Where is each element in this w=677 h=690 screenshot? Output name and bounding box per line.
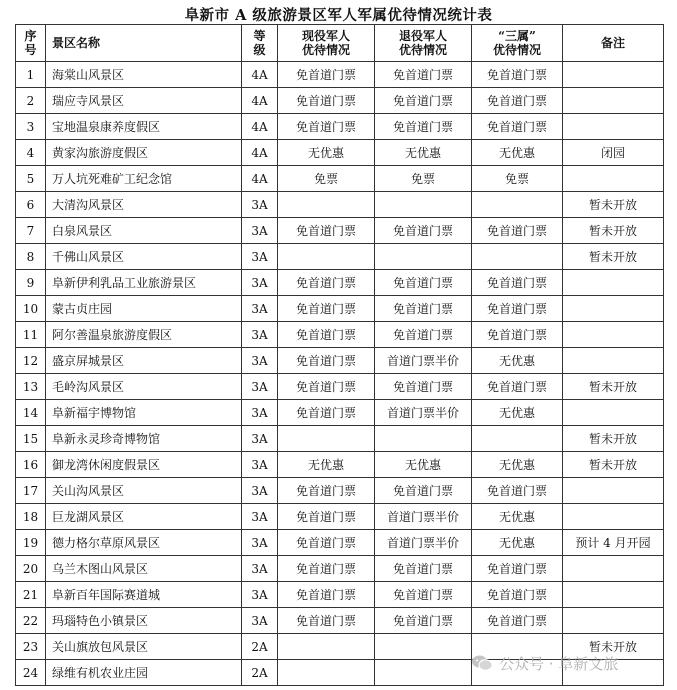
cell-no: 9 bbox=[16, 270, 46, 296]
cell-active-military: 免首道门票 bbox=[278, 296, 375, 322]
cell-name: 阜新福宇博物馆 bbox=[46, 400, 242, 426]
cell-no: 11 bbox=[16, 322, 46, 348]
cell-note: 暂未开放 bbox=[563, 374, 664, 400]
cell-retired-military: 免首道门票 bbox=[375, 322, 472, 348]
cell-military-family: 无优惠 bbox=[472, 400, 563, 426]
cell-active-military bbox=[278, 426, 375, 452]
cell-no: 7 bbox=[16, 218, 46, 244]
cell-military-family: 免票 bbox=[472, 166, 563, 192]
cell-active-military: 免首道门票 bbox=[278, 400, 375, 426]
cell-military-family bbox=[472, 244, 563, 270]
cell-grade: 4A bbox=[242, 166, 278, 192]
cell-military-family: 免首道门票 bbox=[472, 114, 563, 140]
table-row bbox=[16, 140, 664, 166]
cell-military-family: 无优惠 bbox=[472, 504, 563, 530]
cell-note bbox=[563, 296, 664, 322]
table-row bbox=[16, 452, 664, 478]
cell-note: 暂未开放 bbox=[563, 634, 664, 660]
cell-active-military: 免首道门票 bbox=[278, 504, 375, 530]
cell-retired-military: 免首道门票 bbox=[375, 88, 472, 114]
cell-grade: 3A bbox=[242, 478, 278, 504]
cell-grade: 3A bbox=[242, 582, 278, 608]
cell-grade: 3A bbox=[242, 530, 278, 556]
cell-note bbox=[563, 114, 664, 140]
cell-retired-military: 免首道门票 bbox=[375, 582, 472, 608]
table-row bbox=[16, 218, 664, 244]
table-row bbox=[16, 608, 664, 634]
cell-retired-military: 首道门票半价 bbox=[375, 400, 472, 426]
cell-military-family: 免首道门票 bbox=[472, 296, 563, 322]
header-retired-military: 退役军人 优待情况 bbox=[375, 25, 472, 62]
cell-grade: 3A bbox=[242, 270, 278, 296]
cell-name: 御龙湾休闲度假景区 bbox=[46, 452, 242, 478]
cell-retired-military: 免首道门票 bbox=[375, 374, 472, 400]
cell-note bbox=[563, 322, 664, 348]
cell-military-family: 免首道门票 bbox=[472, 478, 563, 504]
header-note: 备注 bbox=[563, 25, 664, 62]
cell-no: 12 bbox=[16, 348, 46, 374]
cell-retired-military bbox=[375, 660, 472, 686]
cell-military-family: 免首道门票 bbox=[472, 62, 563, 88]
cell-grade: 3A bbox=[242, 504, 278, 530]
table-row bbox=[16, 114, 664, 140]
wechat-icon bbox=[471, 654, 493, 672]
table-row bbox=[16, 166, 664, 192]
cell-retired-military bbox=[375, 244, 472, 270]
cell-active-military: 免首道门票 bbox=[278, 62, 375, 88]
cell-military-family: 无优惠 bbox=[472, 348, 563, 374]
table-row bbox=[16, 192, 664, 218]
cell-no: 5 bbox=[16, 166, 46, 192]
cell-note: 暂未开放 bbox=[563, 426, 664, 452]
cell-military-family: 免首道门票 bbox=[472, 88, 563, 114]
cell-retired-military: 免首道门票 bbox=[375, 556, 472, 582]
cell-retired-military: 首道门票半价 bbox=[375, 348, 472, 374]
cell-note: 暂未开放 bbox=[563, 218, 664, 244]
cell-no: 24 bbox=[16, 660, 46, 686]
cell-active-military: 免首道门票 bbox=[278, 530, 375, 556]
cell-grade: 2A bbox=[242, 660, 278, 686]
cell-name: 瑞应寺风景区 bbox=[46, 88, 242, 114]
cell-name: 巨龙湖风景区 bbox=[46, 504, 242, 530]
cell-active-military: 免首道门票 bbox=[278, 114, 375, 140]
header-military-family: “三属” 优待情况 bbox=[472, 25, 563, 62]
cell-no: 16 bbox=[16, 452, 46, 478]
cell-name: 千佛山风景区 bbox=[46, 244, 242, 270]
table-row bbox=[16, 322, 664, 348]
cell-note bbox=[563, 608, 664, 634]
cell-note bbox=[563, 62, 664, 88]
cell-name: 盛京屏城景区 bbox=[46, 348, 242, 374]
watermark bbox=[471, 652, 618, 674]
cell-grade: 2A bbox=[242, 634, 278, 660]
cell-name: 毛岭沟风景区 bbox=[46, 374, 242, 400]
cell-grade: 3A bbox=[242, 556, 278, 582]
cell-note bbox=[563, 166, 664, 192]
cell-note bbox=[563, 270, 664, 296]
cell-military-family: 无优惠 bbox=[472, 530, 563, 556]
cell-name: 阜新伊利乳品工业旅游景区 bbox=[46, 270, 242, 296]
cell-note bbox=[563, 556, 664, 582]
cell-retired-military: 无优惠 bbox=[375, 140, 472, 166]
cell-no: 1 bbox=[16, 62, 46, 88]
cell-grade: 4A bbox=[242, 88, 278, 114]
cell-retired-military bbox=[375, 192, 472, 218]
cell-name: 蒙古贞庄园 bbox=[46, 296, 242, 322]
cell-name: 关山沟风景区 bbox=[46, 478, 242, 504]
table-row bbox=[16, 296, 664, 322]
cell-grade: 3A bbox=[242, 296, 278, 322]
cell-military-family: 免首道门票 bbox=[472, 218, 563, 244]
cell-no: 4 bbox=[16, 140, 46, 166]
cell-name: 黄家沟旅游度假区 bbox=[46, 140, 242, 166]
cell-note bbox=[563, 504, 664, 530]
cell-grade: 3A bbox=[242, 348, 278, 374]
table-row bbox=[16, 374, 664, 400]
cell-name: 绿维有机农业庄园 bbox=[46, 660, 242, 686]
cell-note: 预计 4 月开园 bbox=[563, 530, 664, 556]
cell-active-military: 免首道门票 bbox=[278, 218, 375, 244]
cell-grade: 4A bbox=[242, 62, 278, 88]
cell-active-military: 免首道门票 bbox=[278, 348, 375, 374]
table-row bbox=[16, 582, 664, 608]
cell-grade: 3A bbox=[242, 322, 278, 348]
header-grade: 等 级 bbox=[242, 25, 278, 62]
cell-retired-military: 首道门票半价 bbox=[375, 504, 472, 530]
header-row bbox=[16, 25, 664, 62]
cell-retired-military: 免首道门票 bbox=[375, 608, 472, 634]
cell-note bbox=[563, 88, 664, 114]
cell-active-military bbox=[278, 192, 375, 218]
cell-active-military: 免首道门票 bbox=[278, 88, 375, 114]
cell-no: 15 bbox=[16, 426, 46, 452]
cell-no: 6 bbox=[16, 192, 46, 218]
cell-name: 宝地温泉康养度假区 bbox=[46, 114, 242, 140]
cell-military-family: 无优惠 bbox=[472, 452, 563, 478]
cell-active-military: 免首道门票 bbox=[278, 322, 375, 348]
cell-note bbox=[563, 348, 664, 374]
cell-no: 3 bbox=[16, 114, 46, 140]
cell-no: 19 bbox=[16, 530, 46, 556]
cell-military-family: 无优惠 bbox=[472, 140, 563, 166]
table-row bbox=[16, 88, 664, 114]
cell-grade: 4A bbox=[242, 114, 278, 140]
table-row bbox=[16, 244, 664, 270]
cell-retired-military bbox=[375, 426, 472, 452]
cell-retired-military: 免首道门票 bbox=[375, 218, 472, 244]
cell-retired-military bbox=[375, 634, 472, 660]
header-no: 序 号 bbox=[16, 25, 46, 62]
cell-active-military: 免首道门票 bbox=[278, 478, 375, 504]
cell-no: 17 bbox=[16, 478, 46, 504]
cell-active-military: 免首道门票 bbox=[278, 556, 375, 582]
cell-name: 乌兰木图山风景区 bbox=[46, 556, 242, 582]
cell-retired-military: 免票 bbox=[375, 166, 472, 192]
cell-grade: 3A bbox=[242, 192, 278, 218]
cell-military-family: 免首道门票 bbox=[472, 322, 563, 348]
cell-name: 万人坑死难矿工纪念馆 bbox=[46, 166, 242, 192]
cell-no: 13 bbox=[16, 374, 46, 400]
cell-name: 关山旗放包风景区 bbox=[46, 634, 242, 660]
cell-grade: 3A bbox=[242, 426, 278, 452]
cell-active-military: 免票 bbox=[278, 166, 375, 192]
discount-table bbox=[15, 24, 664, 686]
cell-military-family bbox=[472, 192, 563, 218]
cell-retired-military: 免首道门票 bbox=[375, 296, 472, 322]
cell-name: 白泉风景区 bbox=[46, 218, 242, 244]
cell-note: 闭园 bbox=[563, 140, 664, 166]
cell-retired-military: 首道门票半价 bbox=[375, 530, 472, 556]
cell-name: 阜新百年国际赛道城 bbox=[46, 582, 242, 608]
page-title: 阜新市 A 级旅游景区军人军属优待情况统计表 bbox=[184, 7, 493, 24]
cell-note bbox=[563, 400, 664, 426]
cell-name: 阿尔善温泉旅游度假区 bbox=[46, 322, 242, 348]
cell-military-family: 免首道门票 bbox=[472, 270, 563, 296]
cell-grade: 3A bbox=[242, 218, 278, 244]
cell-note bbox=[563, 478, 664, 504]
cell-retired-military: 无优惠 bbox=[375, 452, 472, 478]
table-row bbox=[16, 62, 664, 88]
cell-name: 阜新永灵珍奇博物馆 bbox=[46, 426, 242, 452]
cell-active-military: 免首道门票 bbox=[278, 374, 375, 400]
cell-active-military: 免首道门票 bbox=[278, 608, 375, 634]
table-row bbox=[16, 400, 664, 426]
table-row bbox=[16, 504, 664, 530]
cell-retired-military: 免首道门票 bbox=[375, 62, 472, 88]
cell-note: 暂未开放 bbox=[563, 452, 664, 478]
cell-active-military bbox=[278, 244, 375, 270]
cell-no: 18 bbox=[16, 504, 46, 530]
table-row bbox=[16, 348, 664, 374]
cell-no: 8 bbox=[16, 244, 46, 270]
cell-military-family: 免首道门票 bbox=[472, 556, 563, 582]
watermark-text: 公众号 · 阜新文旅 bbox=[499, 654, 619, 673]
cell-grade: 3A bbox=[242, 374, 278, 400]
cell-military-family: 免首道门票 bbox=[472, 608, 563, 634]
table-row bbox=[16, 426, 664, 452]
cell-no: 21 bbox=[16, 582, 46, 608]
cell-active-military bbox=[278, 660, 375, 686]
cell-grade: 3A bbox=[242, 608, 278, 634]
cell-no: 2 bbox=[16, 88, 46, 114]
cell-no: 22 bbox=[16, 608, 46, 634]
table-row bbox=[16, 556, 664, 582]
cell-grade: 3A bbox=[242, 400, 278, 426]
cell-grade: 3A bbox=[242, 244, 278, 270]
cell-note bbox=[563, 582, 664, 608]
cell-retired-military: 免首道门票 bbox=[375, 478, 472, 504]
cell-note: 暂未开放 bbox=[563, 192, 664, 218]
cell-name: 德力格尔草原风景区 bbox=[46, 530, 242, 556]
header-name: 景区名称 bbox=[46, 25, 242, 62]
table-body bbox=[16, 62, 664, 686]
cell-name: 大清沟风景区 bbox=[46, 192, 242, 218]
cell-no: 23 bbox=[16, 634, 46, 660]
cell-grade: 4A bbox=[242, 140, 278, 166]
cell-retired-military: 免首道门票 bbox=[375, 270, 472, 296]
table-row bbox=[16, 270, 664, 296]
cell-retired-military: 免首道门票 bbox=[375, 114, 472, 140]
cell-name: 玛瑙特色小镇景区 bbox=[46, 608, 242, 634]
cell-no: 14 bbox=[16, 400, 46, 426]
cell-military-family: 免首道门票 bbox=[472, 582, 563, 608]
cell-grade: 3A bbox=[242, 452, 278, 478]
header-active-military: 现役军人 优待情况 bbox=[278, 25, 375, 62]
table-row bbox=[16, 530, 664, 556]
cell-name: 海棠山风景区 bbox=[46, 62, 242, 88]
cell-active-military: 无优惠 bbox=[278, 452, 375, 478]
cell-note: 暂未开放 bbox=[563, 244, 664, 270]
cell-active-military: 无优惠 bbox=[278, 140, 375, 166]
cell-military-family: 免首道门票 bbox=[472, 374, 563, 400]
cell-no: 10 bbox=[16, 296, 46, 322]
cell-active-military: 免首道门票 bbox=[278, 270, 375, 296]
cell-active-military bbox=[278, 634, 375, 660]
cell-no: 20 bbox=[16, 556, 46, 582]
cell-active-military: 免首道门票 bbox=[278, 582, 375, 608]
cell-military-family bbox=[472, 426, 563, 452]
table-row bbox=[16, 478, 664, 504]
